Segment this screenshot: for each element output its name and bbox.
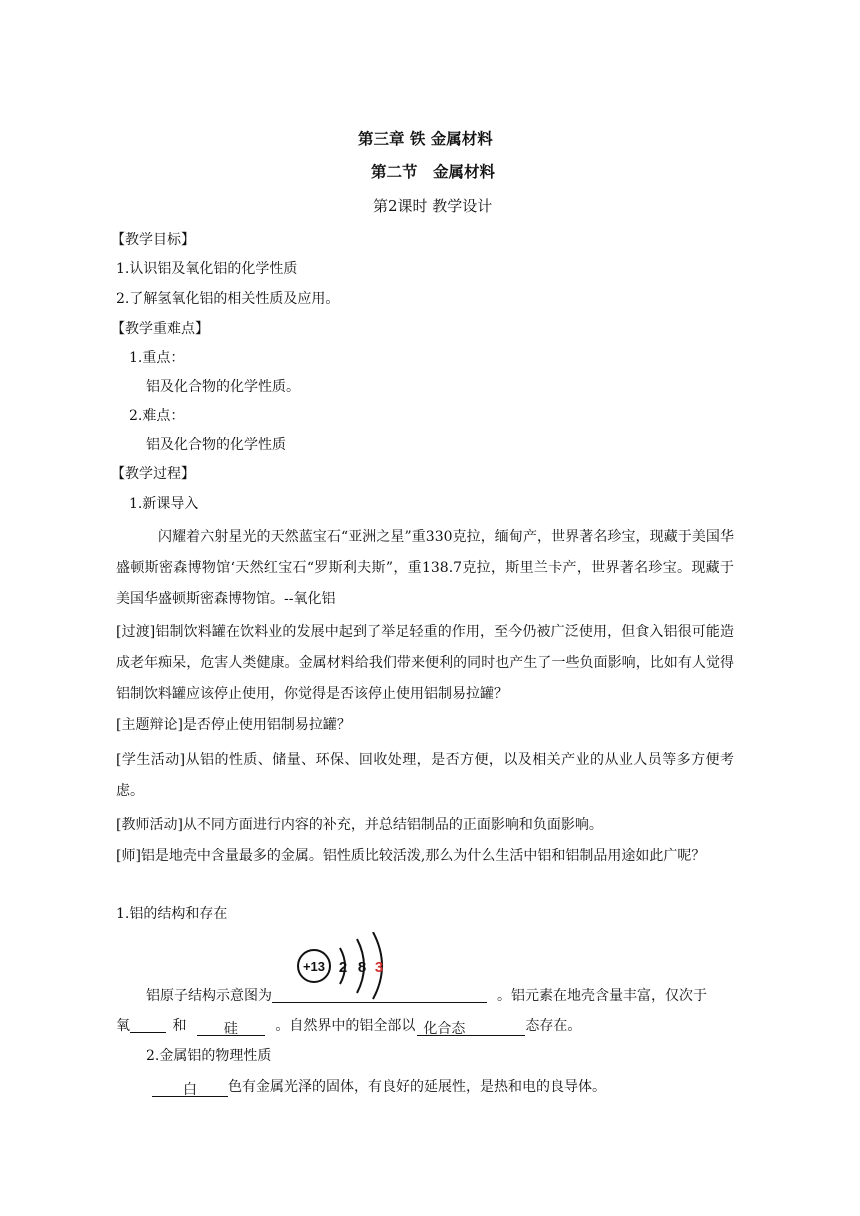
key-label: 1.重点： <box>129 350 185 366</box>
silicon-answer: 硅 <box>197 1019 265 1036</box>
section-title: 第二节 金属材料 <box>371 162 496 181</box>
abundance-end-text: 态存在。 <box>525 1018 582 1034</box>
abundance-sentence <box>116 1016 581 1036</box>
transition-paragraph: [过渡]铝制饮料罐在饮料业的发展中起到了举足轻重的作用，至今仍被广泛使用，但食入铝很可能造成老年痴呆，危害人类健康。金属材料给我们带来便利的同时也产生了一些负面影响，比如有人觉得铝制饮料罐应该停止使用，你觉得是否该停止使用铝制易拉罐？ <box>116 624 734 702</box>
difficult-text: 铝及化合物的化学性质 <box>146 437 286 453</box>
debate-paragraph: [主题辩论]是否停止使用铝制易拉罐？ <box>116 717 351 733</box>
process-heading: 【教学过程】 <box>111 466 195 482</box>
blank-1 <box>130 1016 166 1033</box>
objectives-heading: 【教学目标】 <box>111 232 195 248</box>
abundance-mid-text: 。自然界中的铝全部以 <box>275 1018 416 1034</box>
compound-answer: 化合态 <box>417 1019 525 1036</box>
key-text: 铝及化合物的化学性质。 <box>146 379 300 395</box>
atom-sentence-end: 。铝元素在地壳含量丰富，仅次于 <box>497 988 707 1004</box>
objective-item: 2.了解氢氧化铝的相关性质及应用。 <box>116 291 340 307</box>
white-answer: 白 <box>152 1080 228 1097</box>
atom-diagram-blank <box>272 986 487 1003</box>
oxygen-text: 氧 <box>116 1018 130 1034</box>
and-text: 和 <box>172 1018 187 1034</box>
student-activity-paragraph: [学生活动]从铝的性质、储量、环保、回收处理，是否方便，以及相关产业的从业人员等多方便考虑。 <box>116 752 734 799</box>
shell-electrons-1: 2 <box>338 959 348 976</box>
shell-electrons-3: 3 <box>374 959 384 976</box>
physical-text: 色有金属光泽的固体，有良好的延展性，是热和电的良导体。 <box>228 1079 606 1095</box>
teacher-activity-paragraph: [教师活动]从不同方面进行内容的补充，并总结铝制品的正面影响和负面影响。 <box>116 817 603 833</box>
intro-label: 1.新课导入 <box>129 496 199 512</box>
nucleus-charge: +13 <box>302 959 326 974</box>
difficult-label: 2.难点： <box>129 408 185 424</box>
intro-paragraph: 闪耀着六射星光的天然蓝宝石“亚洲之星”重330克拉，缅甸产，世界著名珍宝，现藏于美国华盛顿斯密森博物馆‘天然红宝石“罗斯利夫斯”，重138.7克拉，斯里兰卡产，世界著名珍宝。现藏于美国华盛顿斯密森博物馆。--氧化铝 <box>116 529 734 607</box>
shell-electrons-2: 8 <box>357 959 367 976</box>
chapter-title: 第三章 铁 金属材料 <box>358 129 493 148</box>
physical-sentence <box>152 1077 606 1097</box>
physical-label: 2.金属铝的物理性质 <box>146 1048 272 1064</box>
structure-label: 1.铝的结构和存在 <box>116 906 228 922</box>
teacher-question-paragraph: [师]铝是地壳中含量最多的金属。铝性质比较活泼,那么为什么生活中铝和铝制品用途如此广呢？ <box>116 848 706 864</box>
objective-item: 1.认识铝及氧化铝的化学性质 <box>116 261 298 277</box>
key-points-heading: 【教学重难点】 <box>111 321 209 337</box>
atom-sentence-start: 铝原子结构示意图为 <box>146 988 272 1004</box>
atom-sentence <box>146 986 707 1006</box>
lesson-title: 第2课时 教学设计 <box>373 197 493 215</box>
